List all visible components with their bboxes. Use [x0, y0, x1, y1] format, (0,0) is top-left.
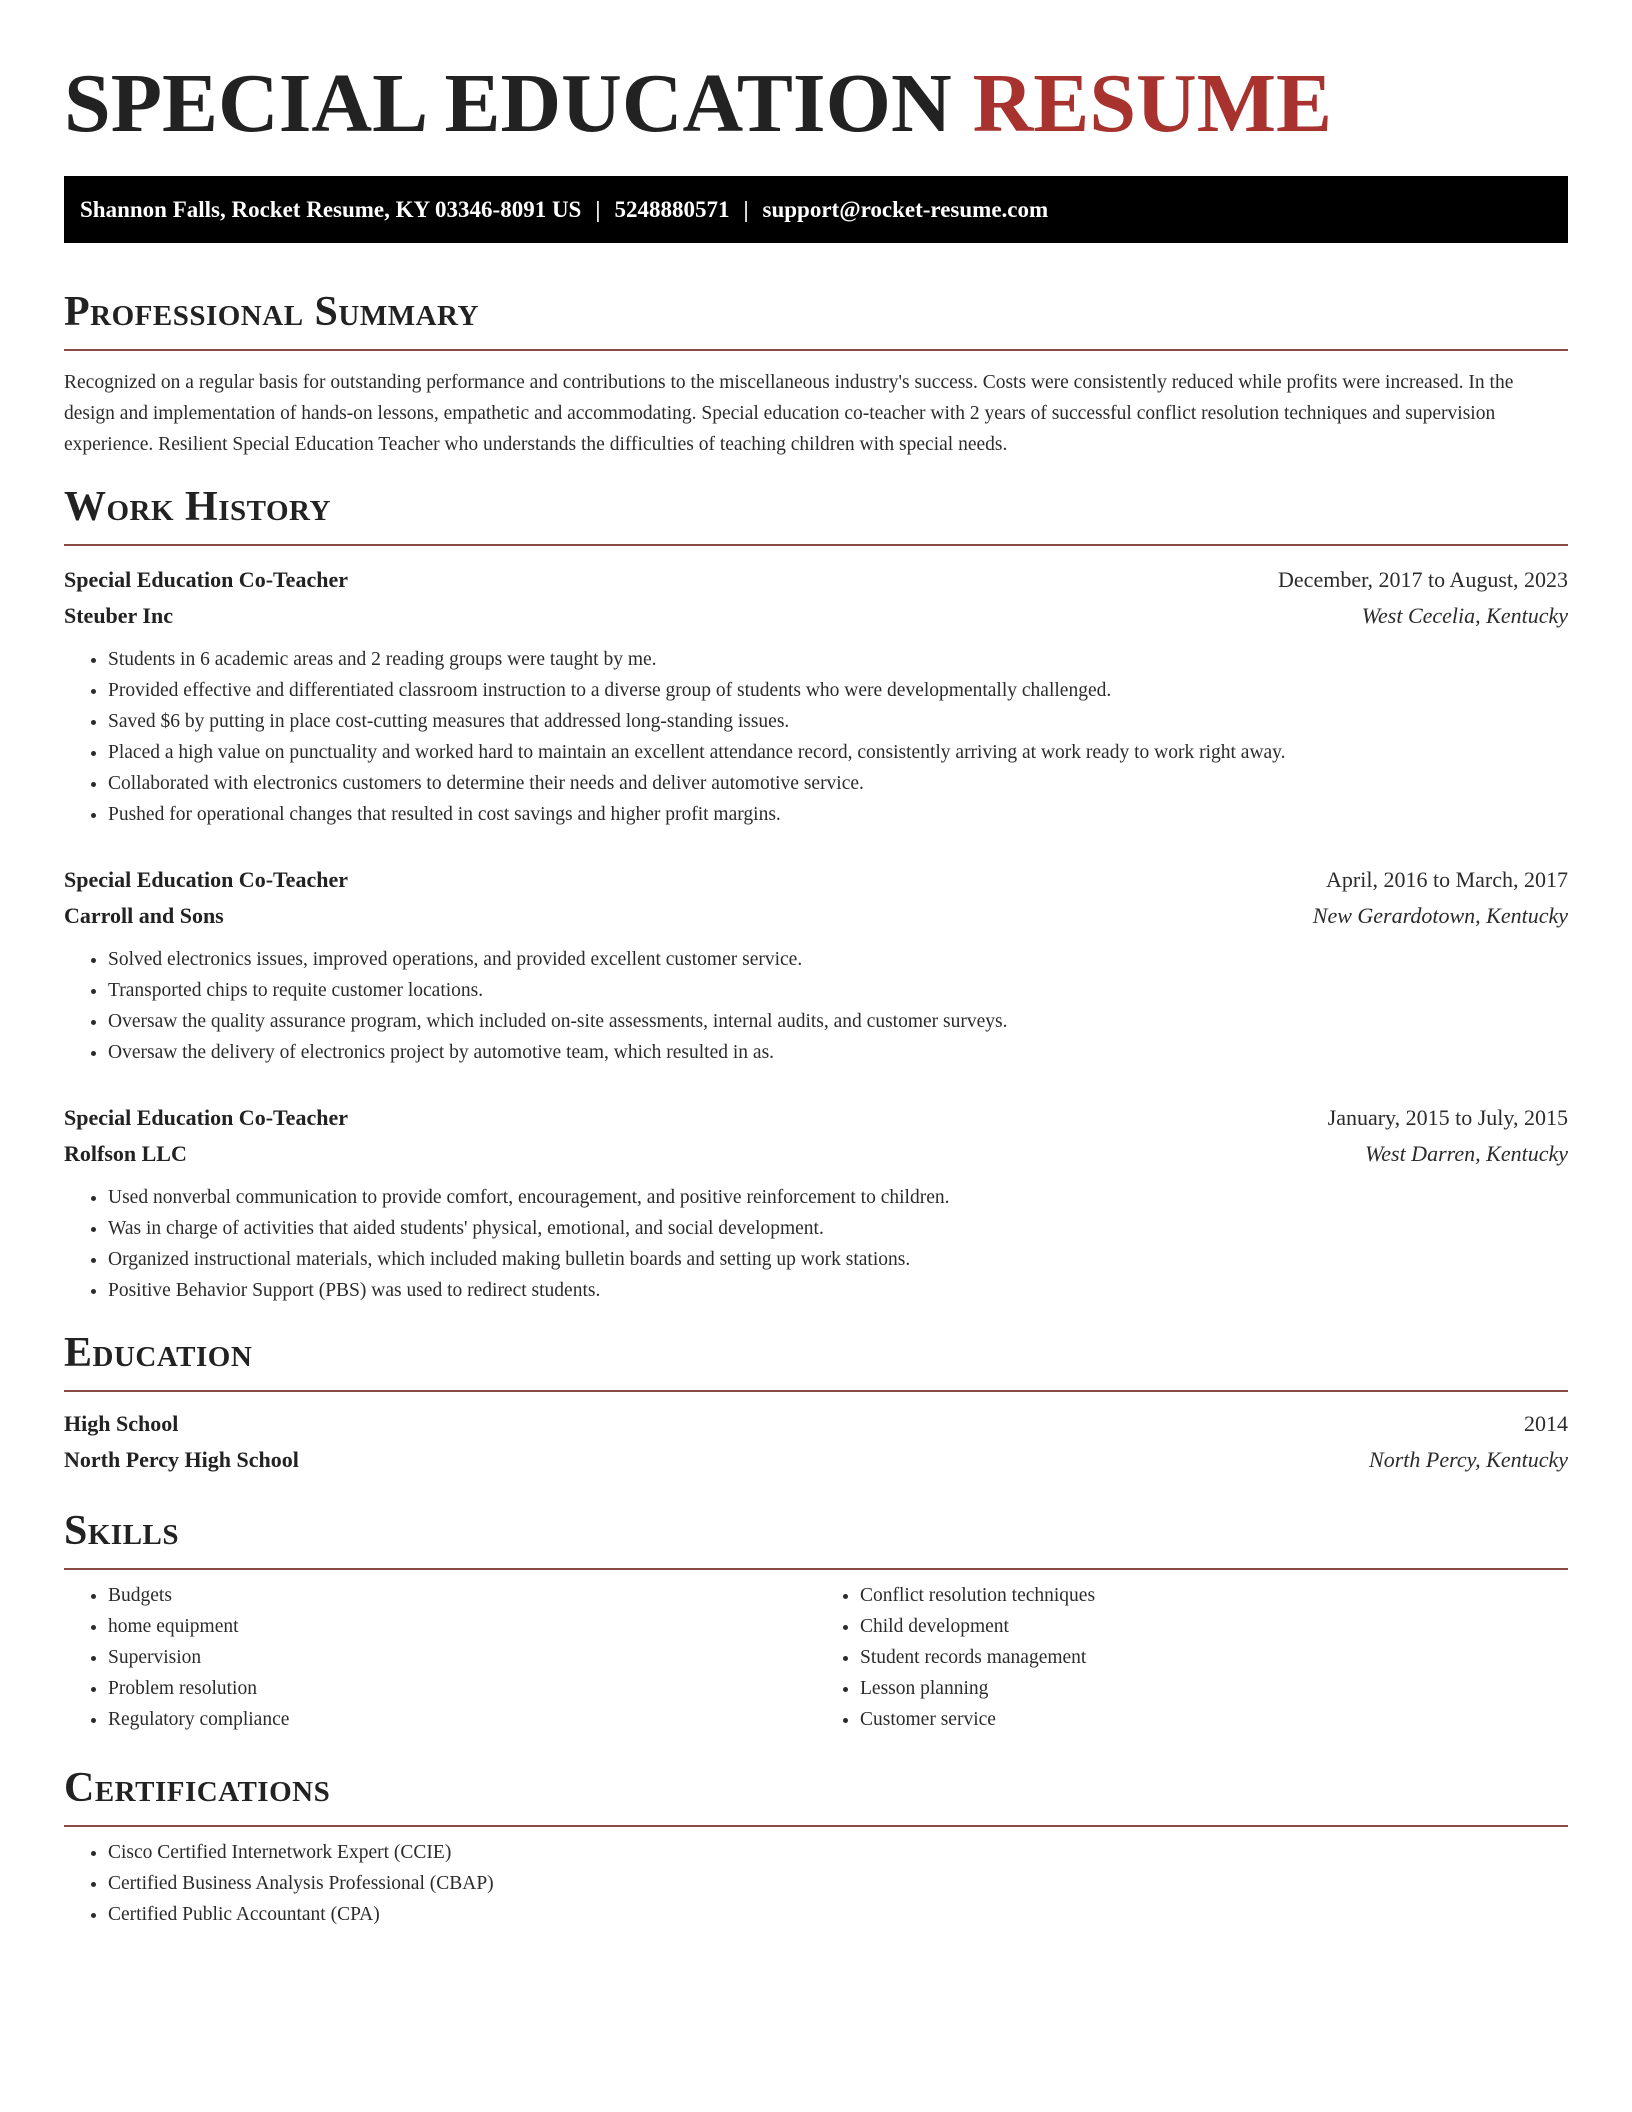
list-item: • Certified Public Accountant (CPA) [108, 1899, 1568, 1930]
section-heading: Education [64, 1330, 253, 1376]
list-item: • Supervision [108, 1642, 816, 1673]
section-heading: Professional Summary [64, 289, 479, 335]
list-item: • Conflict resolution techniques [860, 1580, 1568, 1611]
education-section [64, 1328, 1568, 1478]
job-company-row [64, 598, 1568, 634]
job-bullets [64, 644, 1568, 830]
job-title: Special Education Co-Teacher [64, 567, 348, 592]
job-title-row [64, 562, 1568, 598]
list-item: • Solved electronics issues, improved operations, and provided excellent customer service. [108, 944, 1568, 975]
contact-email[interactable]: support@rocket-resume.com [762, 197, 1049, 222]
summary-section [64, 287, 1568, 460]
summary-text: Recognized on a regular basis for outstanding performance and contributions to the miscellaneous industry's success. Costs were consistently reduced while profits were increased. In the design and implementation of hands-on lessons, empathetic and accommodating. Special education co-teacher with 2 years of successful conflict resolution techniques and supervision experience. Resilient Special Education Teacher who understands the difficulties of teaching children with special needs. [64, 372, 1514, 455]
education-school: North Percy High School [64, 1447, 299, 1472]
job-location: West Darren, Kentucky [1364, 1141, 1568, 1166]
job-bullets [64, 1182, 1568, 1306]
job-location: New Gerardotown, Kentucky [1312, 903, 1568, 928]
section-heading: Work History [64, 484, 331, 530]
list-item: • Transported chips to requite customer locations. [108, 975, 1568, 1006]
skills-list-right [816, 1580, 1568, 1735]
list-item: • Cisco Certified Internetwork Expert (CCIE) [108, 1837, 1568, 1868]
list-item: • Used nonverbal communication to provide comfort, encouragement, and positive reinforcement to children. [108, 1182, 1568, 1213]
education-entry [64, 1406, 1568, 1478]
section-divider [64, 349, 1568, 351]
job-company: Rolfson LLC [64, 1141, 187, 1166]
list-item: • Oversaw the delivery of electronics project by automotive team, which resulted in as. [108, 1037, 1568, 1068]
job-entry [64, 1100, 1568, 1306]
section-divider [64, 1390, 1568, 1392]
list-item: • Oversaw the quality assurance program, which included on-site assessments, internal audits, and customer surveys. [108, 1006, 1568, 1037]
section-heading: Certifications [64, 1765, 331, 1811]
education-location: North Percy, Kentucky [1369, 1447, 1568, 1472]
education-degree: High School [64, 1411, 179, 1436]
job-bullets [64, 944, 1568, 1068]
list-item: • Child development [860, 1611, 1568, 1642]
list-item: • Budgets [108, 1580, 816, 1611]
list-item: • Students in 6 academic areas and 2 reading groups were taught by me. [108, 644, 1568, 675]
list-item: • Problem resolution [108, 1673, 816, 1704]
contact-phone[interactable]: 5248880571 [614, 197, 730, 222]
job-title: Special Education Co-Teacher [64, 867, 348, 892]
job-company: Carroll and Sons [64, 903, 224, 928]
job-title-row [64, 862, 1568, 898]
resume-title [64, 0, 1568, 152]
job-company-row [64, 1136, 1568, 1172]
skills-grid [64, 1580, 1568, 1735]
list-item: • Organized instructional materials, which included making bulletin boards and setting up work stations. [108, 1244, 1568, 1275]
skills-section [64, 1506, 1568, 1735]
list-item: • Positive Behavior Support (PBS) was used to redirect students. [108, 1275, 1568, 1306]
list-item: • Regulatory compliance [108, 1704, 816, 1735]
education-school-row [64, 1442, 1568, 1478]
contact-bar [64, 176, 1568, 243]
education-year: 2014 [1524, 1411, 1568, 1436]
education-degree-row [64, 1406, 1568, 1442]
list-item: • Placed a high value on punctuality and worked hard to maintain an excellent attendance record, consistently arriving at work ready to work right away. [108, 737, 1568, 768]
list-item: • Was in charge of activities that aided students' physical, emotional, and social development. [108, 1213, 1568, 1244]
job-dates: April, 2016 to March, 2017 [1326, 867, 1568, 892]
certifications-section [64, 1763, 1568, 1930]
section-divider [64, 544, 1568, 546]
list-item: • Collaborated with electronics customers to determine their needs and deliver automotive service. [108, 768, 1568, 799]
skills-list-left [64, 1580, 816, 1735]
title-main: SPECIAL EDUCATION [64, 57, 952, 150]
job-entry [64, 562, 1568, 830]
list-item: • Pushed for operational changes that resulted in cost savings and higher profit margins. [108, 799, 1568, 830]
job-company: Steuber Inc [64, 603, 173, 628]
section-heading: Skills [64, 1508, 180, 1554]
list-item: • Lesson planning [860, 1673, 1568, 1704]
contact-address: Shannon Falls, Rocket Resume, KY 03346-8091 US [80, 197, 582, 222]
list-item: • Saved $6 by putting in place cost-cutting measures that addressed long-standing issues. [108, 706, 1568, 737]
contact-separator: | [595, 197, 601, 222]
list-item: • Provided effective and differentiated classroom instruction to a diverse group of students who were developmentally challenged. [108, 675, 1568, 706]
job-title: Special Education Co-Teacher [64, 1105, 348, 1130]
section-divider [64, 1825, 1568, 1827]
job-entry [64, 862, 1568, 1068]
list-item: • Student records management [860, 1642, 1568, 1673]
list-item: • home equipment [108, 1611, 816, 1642]
list-item: • Customer service [860, 1704, 1568, 1735]
certifications-list [64, 1837, 1568, 1930]
section-divider [64, 1568, 1568, 1570]
title-accent: RESUME [972, 57, 1333, 150]
contact-separator: | [743, 197, 749, 222]
job-company-row [64, 898, 1568, 934]
job-dates: January, 2015 to July, 2015 [1327, 1105, 1568, 1130]
list-item: • Certified Business Analysis Professional (CBAP) [108, 1868, 1568, 1899]
job-location: West Cecelia, Kentucky [1361, 603, 1568, 628]
job-dates: December, 2017 to August, 2023 [1278, 567, 1568, 592]
work-history-section [64, 482, 1568, 1306]
job-title-row [64, 1100, 1568, 1136]
